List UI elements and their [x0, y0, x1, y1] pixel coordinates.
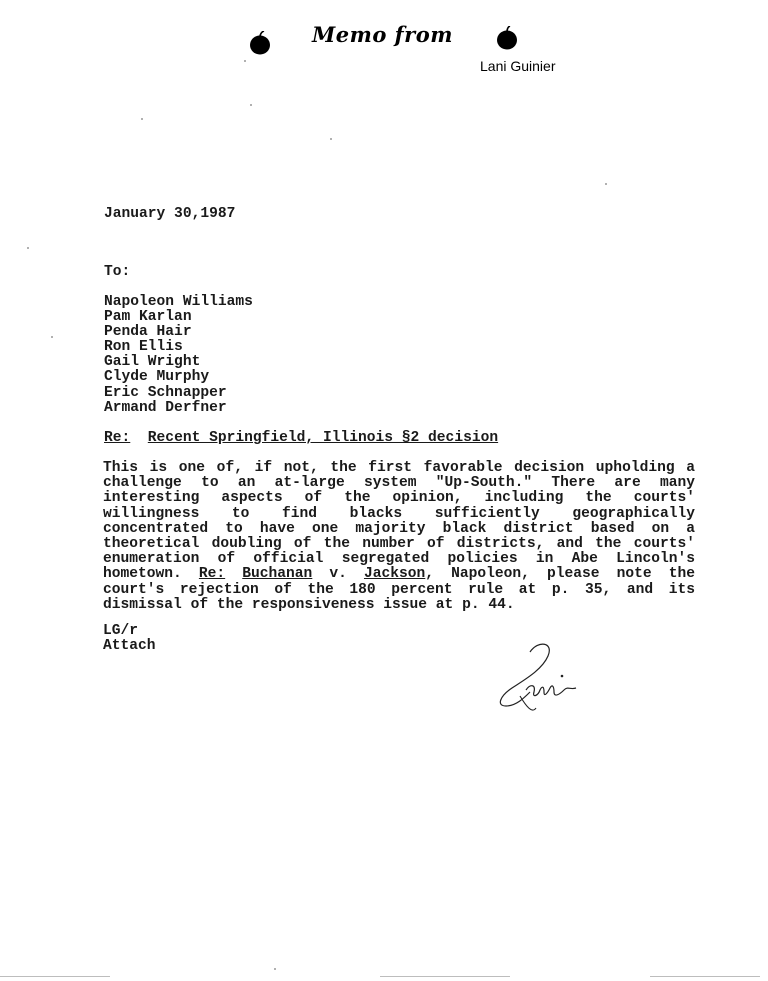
body-line: dismissal of the responsiveness issue at p. 44.	[103, 596, 515, 613]
memo-body	[103, 461, 695, 613]
recipient: Napoleon Williams	[104, 294, 253, 310]
body-line: challenge to an at-large system "Up-South." There are many	[103, 475, 695, 492]
scan-speck	[330, 138, 332, 140]
body-text-segment: v.	[312, 566, 364, 583]
scan-speck	[27, 247, 29, 249]
to-label: To:	[104, 264, 131, 280]
recipient: Gail Wright	[104, 354, 201, 371]
case-name: Buchanan	[242, 566, 313, 583]
body-line: concentrated to have one majority black district based on a	[103, 520, 695, 537]
body-text-segment: hometown.	[103, 566, 199, 583]
subject-line	[104, 430, 498, 446]
scan-speck	[141, 118, 143, 120]
apple-icon	[495, 26, 519, 50]
sender-name: Lani Guinier	[480, 58, 556, 74]
scan-speck	[51, 336, 53, 338]
body-text-segment	[225, 566, 242, 582]
scan-edge	[380, 976, 510, 977]
signature	[490, 636, 580, 716]
memo-title: Memo from	[312, 22, 453, 47]
scan-speck	[244, 60, 246, 62]
recipient: Pam Karlan	[104, 309, 192, 326]
memo-date: January 30,1987	[104, 206, 236, 222]
re-reference: Re:	[198, 566, 226, 583]
body-line	[103, 567, 695, 582]
body-line: court's rejection of the 180 percent rule at p. 35, and its	[103, 581, 695, 598]
body-line: This is one of, if not, the first favorable decision upholding a	[103, 460, 695, 476]
scan-edge	[0, 976, 110, 977]
recipient: Armand Derfner	[104, 399, 227, 416]
re-label: Re:	[104, 430, 131, 446]
body-line: enumeration of official segregated policies in Abe Lincoln's	[103, 551, 695, 568]
recipient: Eric Schnapper	[104, 384, 227, 401]
apple-icon	[248, 31, 272, 55]
scan-speck	[250, 104, 252, 106]
body-text-segment: , Napoleon, please note the	[425, 566, 695, 583]
body-line: theoretical doubling of the number of districts, and the courts'	[103, 535, 695, 552]
scan-edge	[650, 976, 760, 977]
body-line: willingness to find blacks sufficiently geographically	[103, 505, 695, 522]
body-line: interesting aspects of the opinion, including the courts'	[103, 490, 695, 507]
scan-speck	[605, 183, 607, 185]
case-name: Jackson	[363, 566, 426, 583]
typist-initials: LG/r	[103, 623, 139, 639]
recipient: Clyde Murphy	[104, 369, 210, 386]
recipient: Penda Hair	[104, 324, 192, 341]
recipient: Ron Ellis	[104, 339, 183, 356]
scan-speck	[274, 968, 276, 970]
recipient-list	[104, 295, 253, 416]
subject-text: Recent Springfield, Illinois §2 decision	[147, 430, 499, 446]
attachment-note: Attach	[103, 638, 156, 654]
